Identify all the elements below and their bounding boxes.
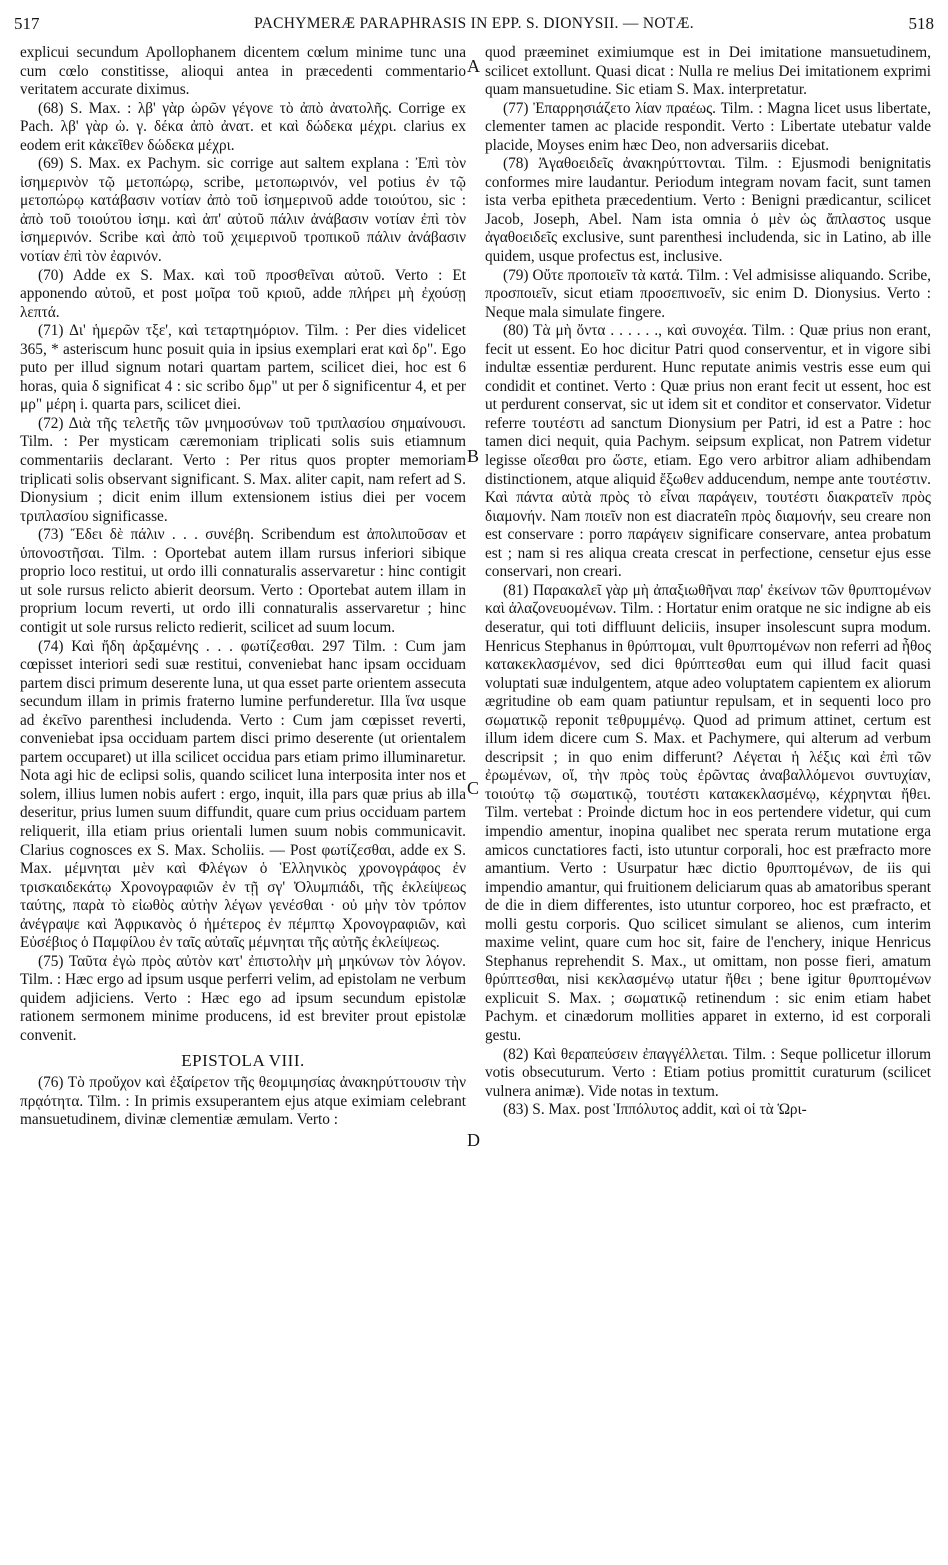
running-header <box>14 14 934 40</box>
margin-marker-b: B <box>467 446 480 466</box>
note-continuation-right: quod præeminet eximiumque est in Dei imitatione mansuetudinem, scilicet extollunt. Quasi dicat : Nulla re melius Dei imitationem exprimi quam mansuetudine. Sic etiam S. Max. interpretatur. <box>485 44 931 99</box>
note-75: (75) Ταῦτα ἐγὼ πρὸς αὐτὸν κατ' ἐπιστολὴν μὴ μηκύνων τὸν λόγον. Tilm. : Hæc ergo ad ipsum usque perferri velim, ad epistolam ne verbum quidem adjiciens. Verto : Hæc ego ad ipsum secundum epistolæ rationem sermonem minime producens, id est breviter prout epistolæ convenit. <box>20 952 466 1044</box>
section-heading: EPISTOLA VIII. <box>181 1050 305 1070</box>
note-77: (77) Ἐπαρρησιάζετο λίαν πραέως. Tilm. : Magna licet usus libertate, clementer tamen ac placide respondit. Verto : Libertate utebatur valde placide, Moyses enim hæc Deo, non adversariis dicebat. <box>485 99 931 154</box>
note-continuation: explicui secundum Apollophanem dicentem cœlum minime tunc una cum cœlo constitisse, alioqui antea in præcedenti commentario veritatem accurate diximus. <box>20 44 466 99</box>
running-title: PACHYMERÆ PARAPHRASIS IN EPP. S. DIONYSII. — NOTÆ. <box>254 15 694 32</box>
note-76: (76) Τὸ προὔχον καὶ ἐξαίρετον τῆς θεομιμησίας ἀνακηρύττουσιν τὴν πρᾳότητα. Tilm. : In primis exsuperantem ejus atque eximiam celebrant mansuetudinem, divinæ clementiæ æmulam. Verto : <box>20 1074 466 1129</box>
page-number-right: 518 <box>908 14 934 33</box>
note-74: (74) Καὶ ἤδη ἀρξαμένης . . . φωτίζεσθαι. 297 Tilm. : Cum jam cœpisset interiori sedi suæ restitui, conveniebat hanc ipsam occiduam partem disci primum deserente luna, ut qua esset parte orientem assecuta secundum illam in primis fraterno lumine perfunderetur. Illa ἵνα usque ad ἐκεῖνο parenthesi includenda. Verto : Cum jam cœpisset reverti, conveniebat ipsa occiduam partem disci primo deserente (ut orientalem partem occuparet) ut illa scilicet occidua pars etiam primo illuminaretur. Nota agi hic de eclipsi solis, quando scilicet luna interposita inter nos et solem, illius lumen nobis aufert : ergo, inquit, illa pars quæ prius ab illa deseritur, prius lumen suum diffundit, quare cum prius occiduam partem reliquerit, illa etiam prius orientali lumen suum nobis communicavit. Clarius cognosces ex S. Max. Scholiis. — Post φωτίζεσθαι, adde ex S. Max. μέμνηται μὲν καὶ Φλέγων ὁ Ἑλληνικὸς χρονογράφος ἐν τρισκαιδεκάτῳ Χρονογραφιῶν ἐν τῇ σγ' Ὀλυμπιάδι, τῆς ἐκλείψεως ταύτης, παρὰ τὸ εἰωθὸς αὐτὴν λέγων γενέσθαι · οὐ μὴν τὸν τρόπον ἀνέγραψε καὶ Ἀφρικανὸς ὁ ἡμέτερος ἐν πέμπτῳ Χρονογραφιῶν, καὶ Εὐσέβιος ὁ Παμφίλου ἐν ταῖς αὐταῖς μέμνηται τῆς αὐτῆς ἐκλείψεως. <box>20 637 466 952</box>
note-71: (71) Δι' ἡμερῶν τξε', καὶ τεταρτημόριον. Tilm. : Per dies videlicet 365, * asteriscum hunc posuit quia in ipsius exemplari erat καὶ δρ". Ego puto per illud signum notari quartam partem, scilicet diei, hoc est 6 horas, quia δ significat 4 : sic scribo δμρ" ut per δ significentur 4, et per μρ" μέρη i. quarta pars, scilicet diei. <box>20 322 466 414</box>
note-83: (83) S. Max. post Ἱππόλυτος addit, καὶ οἱ τὰ Ὡρι- <box>503 1101 807 1119</box>
left-column <box>20 44 466 1556</box>
note-82: (82) Καὶ θεραπεύσειν ἐπαγγέλλεται. Tilm. : Seque pollicetur illorum votis obsecuturum. Verto : Etiam potius promittit curaturum (scilicet vulnera animæ). Vide notas in textum. <box>485 1045 931 1100</box>
note-81: (81) Παρακαλεῖ γὰρ μὴ ἀπαξιωθῆναι παρ' ἐκείνων τῶν θρυπτομένων καὶ ἀλαζονευομένων. Tilm. : Hortatur enim oratque ne sic indigne ab eis deseratur, qui toti diffluunt deliciis, insuper insolescunt supra modum. Henricus Stephanus in θρύπτομαι, vult θρυπτομένων non referri ad ἦθος κατακεκλασμένον, sed dici θρύπτεσθαι eum qui illud facit quasi voluptati suæ indulgentem, atque adeo voluptatem capientem ex aliorum ægritudine ob eam quam patiuntur repulsam, et in sequenti loco pro σωματικῷ reponit τεθρυμμένῳ. Quod ad primum attinet, certum est illum idem dicere cum S. Max. et Pachymere, qui alterum ad verbum descripsit ; in quo enim differunt? Λέγεται ἡ λέξις καὶ ἐπὶ τῶν ἐρωμένων, οἵ, τὴν πρὸς τοὺς ἐρῶντας ἀναβαλλόμενοι συντυχίαν, τοιούτῳ τῷ σωματικῷ, τουτέστι κατακεκλασμένῳ, κέχρηνται ἤθει. Tilm. vertebat : Proinde dictum hoc in eos pertendere videtur, qui cum impendio amentur, inopina qualibet nec sperata rerum mutatione erga amicos cunctatiores facti, isto utuntur corporali, hoc est præfracto more amantium. Verto : Usurpatur hæc dictio θρυπτομένων, de iis qui impendio amantur, qui fruitionem deliciarum quas ab amatoribus sperant de die in diem differentes, isto utuntur corporeo, hoc est præfracto, et molli gestu corporis. Quo scilicet simulant se alienos, cum interim maxime velint, quare cum hoc sit, faire de l'enchery, inique Henricus Stephanus reprehendit S. Max., ut omittam, non posse fieri, amatum θρύπτεσθαι, nisi κεκλασμένῳ utatur ἤθει ; bene igitur θρυπτομένων explicuit S. Max. ; σωματικῷ retinendum : sic enim etiam habet Pachym. et cinædorum mollities apparet in externo, id est corporali gestu. <box>485 581 931 1044</box>
note-78: (78) Ἀγαθοειδεῖς ἀνακηρύττονται. Tilm. : Ejusmodi benignitatis conformes mire laudantur. Periodum integram novam facit, sunt tamen ista verba epitheta præcedentium. Verto : Benigni prædicantur, scilicet Jacob, Joseph, Abel. Nam ista omnia ὁ μὲν ὡς ἄπλαστος usque ἀγαθοειδεῖς exclusive, sunt parenthesi includenda, sic in Latino, ab ille quidem, usque profectus est, inclusive. <box>485 155 931 266</box>
page-number-left: 517 <box>14 14 40 33</box>
note-80: (80) Τὰ μὴ ὄντα . . . . . ., καὶ συνοχέα. Tilm. : Quæ prius non erant, fecit ut essent. Eo hoc dicitur Patri quod conserventur, et in vigore sibi indultæ essentiæ perdurent. Hunc reputate animis vestris esse eum qui condidit et continet. Verto : Quæ prius non erant fecit ut essent, hoc est ut perdurent conservat, sic ut idem sit et conditor et conservator. Videtur referre τουτέστι ad sanctum Dionysium per Patri, id est a Patre : hoc tamen dici nequit, quia Pachym. seipsum explicat, non Patrem videtur legisse οἴεσθαι pro ὥστε, etiam. Ego vero arbitror aliam adhibendam distinctionem, atque aliquid ἔξωθεν adducendum, nempe ante τουτέστιν. Καὶ πάντα αὐτὰ πρὸς τὸ εἶναι παράγειν, τουτέστι διακρατεῖν πρὸς διαμονήν. Nam ποιεῖν non est diacrateîn πρὸς διαμονήν, seu creare non est conservare : porro παράγειν significare conservare, antea probatum est ; nam si res aliqua creata crescat in perfectione, censetur ejus esse conservari, non creari. <box>485 322 931 581</box>
right-column <box>485 44 931 1556</box>
margin-marker-d: D <box>467 1130 480 1150</box>
note-68: (68) S. Max. : λβ' γὰρ ὡρῶν γέγονε τὸ ἀπὸ ἀνατολῆς. Corrige ex Pach. λβ' γὰρ ὠ. γ. δέκα ἀπὸ ἀνατ. et καὶ δώδεκα μέχρι. clarius ex eodem erit κἀκεῖθεν δώδεκα μέχρι. <box>20 99 466 154</box>
margin-marker-a: A <box>467 56 480 76</box>
margin-marker-c: C <box>467 778 480 798</box>
note-79: (79) Οὔτε προποιεῖν τὰ κατά. Tilm. : Vel admisisse aliquando. Scribe, προσποιεῖν, sicut etiam προσεπινοεῖν, sic enim D. Dionysius. Verto : Neque mala simulate fingere. <box>485 266 931 321</box>
note-69: (69) S. Max. ex Pachym. sic corrige aut saltem explana : Ἐπὶ τὸν ἰσημερινὸν τῷ μετοπώρῳ, scribe, μετοπωρινόν, vel potius ἐν τῷ μετοπώρῳ κατάβασιν νοτίαν ἀπὸ τοῦ ἰσημερινοῦ adde τοιούτου, sic : ἀπὸ τοῦ τοιούτου ἰσημ. καὶ ἀπ' αὐτοῦ πάλιν ἀνάβασιν νοτίαν ἐπὶ τὸν ἰσημερινόν. Scribe καὶ ἀπὸ τοῦ χειμερινοῦ τροπικοῦ πάλιν ἀνάβασιν νοτίαν ἐπὶ τὸν ἐαρινόν. <box>20 155 466 266</box>
note-72: (72) Διὰ τῆς τελετῆς τῶν μνημοσύνων τοῦ τριπλασίου σημαίνουσι. Tilm. : Per mysticam cæremoniam triplicati solis suis etiamnum commentariis declarant. Verto : Per ritus quos propter memoriam triplicati solis observant significant. S. Max. aliter capit, nam refert ad S. Dionysium ; dicit enim illum extensionem istius diei per vocem τριπλασίου significasse. <box>20 414 466 525</box>
note-70: (70) Adde ex S. Max. καὶ τοῦ προσθεῖναι αὐτοῦ. Verto : Et apponendo αὐτοῦ, et post μοῖρα τοῦ κριοῦ, adde πλήρει μὴ ἐχούσῃ λεπτά. <box>20 266 466 321</box>
note-73: (73) Ἔδει δὲ πάλιν . . . συνέβη. Scribendum est ἀπολιποῦσαν et ὑπονοστῆσαι. Tilm. : Oportebat autem illam rursus inferiori sibique proprio loco restitui, ut ordo illi connaturalis asservaretur : hinc contigit ut sole rursus relicto abierit deorsum. Verto : Oportebat autem illam in proprium locum reverti, ut ordo illi connaturalis asservaretur ; hinc contigit ut sole rursus relicto redierit, scilicet ad suum locum. <box>20 526 466 636</box>
